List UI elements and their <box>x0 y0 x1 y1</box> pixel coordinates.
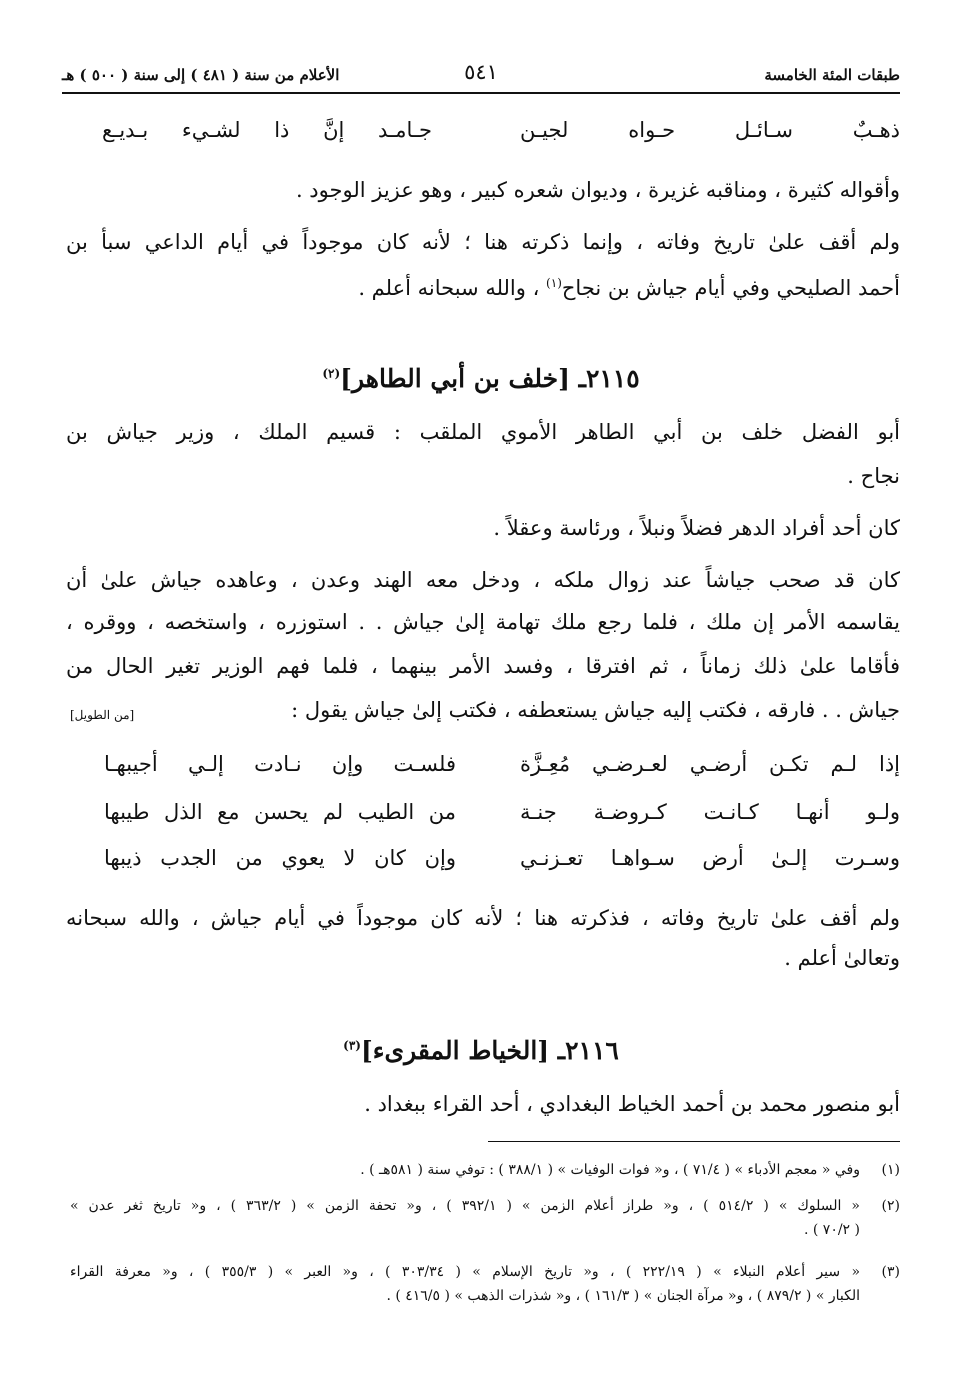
footnote-separator <box>488 1141 900 1142</box>
intro-verse-first-hemistich: ذهـبٌ سـائـل حـواه لجيـن <box>520 118 900 142</box>
footnote-3-line-2: الكبار » ( ٨٧٩/٢ ) ، و« مرآة الجنان » ( ١٦١/٣ ) ، و« شذرات الذهب » ( ٤١٦/٥ ) . <box>386 1288 860 1304</box>
entry-2115-closing-1: ولم أقف علىٰ تاريخ وفاته ، فذكرته هنا ؛ لأنه كان موجوداً في أيام جياش ، والله سبحانه <box>66 906 900 930</box>
intro-line-2: ولم أقف علىٰ تاريخ وفاته ، وإنما ذكرته هنا ؛ لأنه كان موجوداً في أيام الداعي سبأ بن <box>66 230 900 254</box>
entry-2115-line-5: يقاسمه الأمر إن ملك ، فلما رجع ملك تهامة إلىٰ جياش . . استوزره ، واستخصه ، ووقره ، <box>66 610 900 634</box>
footnote-1-number: (١) <box>881 1162 900 1178</box>
entry-2115-line-3: كان أحد أفراد الدهر فضلاً ونبلاً ، ورئاسة وعقلاً . <box>493 516 900 540</box>
entry-2116-title-text: ٢١١٦ـ [الخياط المقرىء] <box>360 1036 619 1065</box>
poem-verse-2-second: من الطيب لم يحسن مع الذل طيبها <box>104 800 456 824</box>
intro-line-3-text: أحمد الصليحي وفي أيام جياش بن نجاح <box>561 276 900 300</box>
intro-line-3 <box>358 276 900 300</box>
page-number: ٥٤١ <box>464 60 498 84</box>
footnote-2-line-1: « السلوك » ( ٥١٤/٢ ) ، و« طراز أعلام الزمن » ( ٣٩٢/١ ) ، و« تحفة الزمن » ( ٣٦٣/٢ ) ، و« تاريخ ثغر عدن » <box>70 1198 860 1214</box>
header-section-title: طبقات المئة الخامسة <box>764 66 900 84</box>
running-header <box>62 62 900 94</box>
intro-verse-second-hemistich: جـامـد إنَّ ذا لشـيء بـديـع <box>102 118 432 142</box>
poem-verse-2-first: ولـو أنهـا كـانـت كـروضـة جنـة <box>520 800 900 824</box>
poetic-meter-label: [من الطويل] <box>70 708 135 722</box>
footnote-2 <box>70 1198 900 1238</box>
entry-2115-title-text: ٢١١٥ـ [خلف بن أبي الطاهر] <box>340 364 640 393</box>
intro-line-1: وأقواله كثيرة ، ومناقبه غزيرة ، وديوان شعره كبير ، وهو عزيز الوجود . <box>295 178 900 202</box>
footnote-3-line-1: « سير أعلام النبلاء » ( ٢٢٢/١٩ ) ، و« تاريخ الإسلام » ( ٣٠٣/٣٤ ) ، و« العبر » ( ٣٥٥/٣ ) ، و« معرفة القراء <box>70 1264 861 1280</box>
footnote-ref-1[interactable]: (١) <box>546 276 562 290</box>
footnote-3 <box>70 1264 900 1304</box>
entry-2115-line-2: نجاح . <box>847 464 900 488</box>
footnote-3-number: (٣) <box>881 1264 900 1280</box>
poem-verse-1-first: إذا لـم تكـن أرضـي لعـرضـي مُعِـزَّة <box>520 752 900 776</box>
poem-verse-3-second: وإن كان لا يعوي من الجدب ذيبها <box>104 846 456 870</box>
entry-2116-title <box>62 1036 900 1065</box>
footnote-1 <box>70 1162 900 1178</box>
footnote-2-number: (٢) <box>881 1198 900 1214</box>
footnote-2-line-2: ( ٧٠/٢ ) . <box>803 1222 860 1238</box>
entry-2115-line-4: كان قد صحب جياشاً عند زوال ملكه ، ودخل معه الهند وعدن ، وعاهده جياش علىٰ أن <box>66 568 900 592</box>
entry-2115-title <box>62 364 900 393</box>
poem-verse-1-second: فلسـت وإن نـادت إلـي أجيبهـا <box>104 752 456 776</box>
footnote-ref-3[interactable]: (٣) <box>343 1038 361 1053</box>
header-book-range: الأعلام من سنة ( ٤٨١ ) إلى سنة ( ٥٠٠ ) هـ <box>62 66 340 84</box>
entry-2115-line-7: جياش . . فارقه ، فكتب إليه جياش يستعطفه ، فكتب إلىٰ جياش يقول : <box>291 698 900 722</box>
entry-2115-line-6: فأقاما علىٰ ذلك زماناً ، ثم افترقا ، وفسد الأمر بينهما ، فلما فهم الوزير تغير الحال من <box>66 654 900 678</box>
entry-2115-closing-2: وتعالىٰ أعلم . <box>784 946 900 970</box>
intro-line-3-end: ، والله سبحانه أعلم . <box>358 276 540 300</box>
entry-2115-line-1: أبو الفضل خلف بن أبي الطاهر الأموي الملقب : قسيم الملك ، وزير جياش بن <box>66 420 900 444</box>
footnote-ref-2[interactable]: (٢) <box>322 366 341 381</box>
poem-verse-3-first: وسـرت إلـىٰ أرض سـواهـا تعـزنـي <box>520 846 900 870</box>
entry-2116-line-1: أبو منصور محمد بن أحمد الخياط البغدادي ، أحد القراء ببغداد . <box>364 1092 900 1116</box>
footnote-1-line-1: وفي « معجم الأدباء » ( ٧١/٤ ) ، و« فوات الوفيات » ( ٣٨٨/١ ) : توفي سنة ( ٥٨١هـ ) . <box>360 1162 860 1178</box>
